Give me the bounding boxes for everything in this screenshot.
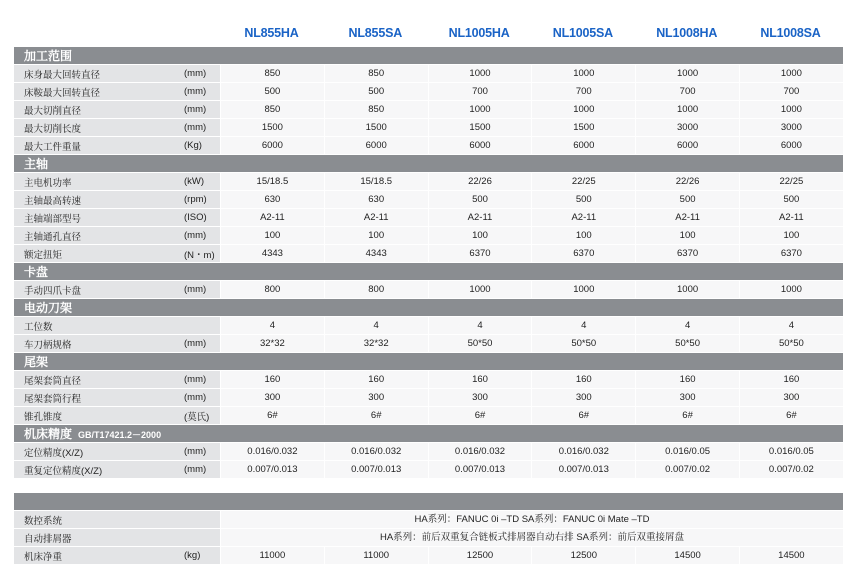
- row-unit: (莫氏): [184, 411, 210, 423]
- row-name: 额定扭矩: [24, 249, 63, 261]
- row-name: 机床净重: [24, 551, 63, 563]
- row-unit: (mm): [184, 284, 207, 295]
- spec-row: [14, 64, 843, 82]
- row-unit: (mm): [184, 68, 207, 79]
- spec-value: 6000: [739, 137, 843, 154]
- row-name: 锥孔锥度: [24, 411, 63, 423]
- spec-value: 160: [531, 371, 635, 388]
- spec-value: 1000: [635, 65, 739, 82]
- spec-value: 0.007/0.013: [220, 461, 324, 478]
- spec-value: 100: [739, 227, 843, 244]
- row-unit: (mm): [184, 392, 207, 403]
- section-header: [14, 154, 843, 172]
- spec-value: 700: [739, 83, 843, 100]
- spec-value: 300: [635, 389, 739, 406]
- spec-value: 1000: [428, 65, 532, 82]
- spec-value: 50*50: [635, 335, 739, 352]
- spec-value: 800: [324, 281, 428, 298]
- section-title: 卡盘: [24, 265, 49, 279]
- spec-row: [14, 280, 843, 298]
- spec-value: 6#: [635, 407, 739, 424]
- spec-value: 1000: [739, 101, 843, 118]
- row-label: [14, 83, 220, 100]
- row-name: 数控系统: [24, 515, 63, 527]
- model-name: NL1005SA: [552, 26, 614, 40]
- spec-value: 500: [220, 83, 324, 100]
- spec-value: 100: [635, 227, 739, 244]
- spec-value: 50*50: [428, 335, 532, 352]
- row-name: 重复定位精度(X/Z): [24, 465, 103, 477]
- spec-value: 100: [220, 227, 324, 244]
- row-label: [14, 227, 220, 244]
- row-unit: (mm): [184, 446, 207, 457]
- spec-value: 1500: [428, 119, 532, 136]
- spec-value: 12500: [428, 547, 532, 564]
- row-unit: (mm): [184, 338, 207, 349]
- spec-value: 4: [324, 317, 428, 334]
- spec-value: 700: [635, 83, 739, 100]
- spec-value: 4: [428, 317, 532, 334]
- row-label: [14, 511, 220, 528]
- spec-value: 6000: [531, 137, 635, 154]
- spec-value: 160: [220, 371, 324, 388]
- spec-value: 32*32: [220, 335, 324, 352]
- spec-value: 500: [428, 191, 532, 208]
- spec-value: 1000: [635, 101, 739, 118]
- row-name: 主轴通孔直径: [24, 231, 82, 243]
- section-divider: [14, 492, 843, 510]
- spec-value: 1000: [635, 281, 739, 298]
- row-label: [14, 389, 220, 406]
- section-header: [14, 424, 843, 442]
- spec-row: [14, 172, 843, 190]
- spec-value: 6000: [428, 137, 532, 154]
- spec-value: 14500: [635, 547, 739, 564]
- spec-value: 22/26: [635, 173, 739, 190]
- spec-value: 11000: [324, 547, 428, 564]
- spec-value: 700: [531, 83, 635, 100]
- spec-value: 3000: [739, 119, 843, 136]
- spec-value: 12500: [531, 547, 635, 564]
- spec-value: 160: [428, 371, 532, 388]
- spec-value: 300: [739, 389, 843, 406]
- spec-value: 1500: [531, 119, 635, 136]
- spec-value: 1000: [531, 65, 635, 82]
- spec-value: 4343: [324, 245, 428, 262]
- spec-value: 15/18.5: [220, 173, 324, 190]
- row-name: 主轴端部型号: [24, 213, 82, 225]
- section-header: [14, 298, 843, 316]
- spec-value: 6#: [220, 407, 324, 424]
- spec-row: [14, 226, 843, 244]
- row-label: [14, 281, 220, 298]
- row-label: [14, 443, 220, 460]
- spec-row: [14, 118, 843, 136]
- spec-value: 0.016/0.032: [428, 443, 532, 460]
- spec-value: 300: [220, 389, 324, 406]
- spec-value: 4: [531, 317, 635, 334]
- spec-value: 850: [324, 101, 428, 118]
- spec-value: 630: [324, 191, 428, 208]
- spanned-value: HA系列：前后双重复合链板式排屑器自动右排 SA系列：前后双重接屑盘: [220, 529, 843, 546]
- row-unit: (kW): [184, 176, 205, 187]
- row-unit: (rpm): [184, 194, 207, 205]
- row-label: [14, 101, 220, 118]
- spec-value: 6#: [531, 407, 635, 424]
- spec-value: A2-11: [635, 209, 739, 226]
- spec-value: 1500: [220, 119, 324, 136]
- spec-value: 160: [324, 371, 428, 388]
- row-name: 工位数: [24, 321, 53, 333]
- spec-value: 6370: [428, 245, 532, 262]
- row-unit: (mm): [184, 86, 207, 97]
- spec-value: 500: [324, 83, 428, 100]
- row-name: 床鞍最大回转直径: [24, 87, 101, 99]
- section-title: 加工范围: [24, 49, 73, 63]
- spec-value: A2-11: [739, 209, 843, 226]
- row-name: 定位精度(X/Z): [24, 447, 84, 459]
- spec-value: 1500: [324, 119, 428, 136]
- spec-value: 1000: [739, 281, 843, 298]
- spec-value: 4343: [220, 245, 324, 262]
- spec-value: 850: [324, 65, 428, 82]
- section-header: [14, 352, 843, 370]
- spec-row: [14, 136, 843, 154]
- spec-value: A2-11: [324, 209, 428, 226]
- row-name: 最大工件重量: [24, 141, 82, 153]
- spec-value: 4: [635, 317, 739, 334]
- spec-value: 6370: [635, 245, 739, 262]
- table-spacer: [14, 478, 843, 492]
- row-name: 尾架套筒直径: [24, 375, 82, 387]
- model-name: NL855HA: [244, 26, 299, 40]
- row-unit: (mm): [184, 374, 207, 385]
- spec-value: 50*50: [531, 335, 635, 352]
- spec-value: 6000: [635, 137, 739, 154]
- spec-value: 4: [739, 317, 843, 334]
- spec-value: 15/18.5: [324, 173, 428, 190]
- spec-value: 800: [220, 281, 324, 298]
- row-unit: (N・m): [184, 249, 215, 261]
- spec-value: 1000: [428, 281, 532, 298]
- spec-row: [14, 208, 843, 226]
- row-name: 主轴最高转速: [24, 195, 82, 207]
- spec-row: [14, 406, 843, 424]
- section-header: [14, 46, 843, 64]
- row-label: [14, 245, 220, 262]
- spanned-value: HA系列：FANUC 0i –TD SA系列：FANUC 0i Mate –TD: [220, 511, 843, 528]
- row-name: 自动排屑器: [24, 533, 72, 545]
- spec-value: 100: [531, 227, 635, 244]
- spec-value: 100: [324, 227, 428, 244]
- section-title: 主轴: [24, 157, 49, 171]
- spec-row-weight: [14, 546, 843, 564]
- spec-value: 6370: [739, 245, 843, 262]
- model-name: NL1008HA: [656, 26, 718, 40]
- spec-value: 11000: [220, 547, 324, 564]
- row-name: 最大切削直径: [24, 105, 82, 117]
- spec-value: 22/26: [428, 173, 532, 190]
- spec-value: 0.007/0.013: [428, 461, 532, 478]
- spec-value: 14500: [739, 547, 843, 564]
- spec-row-spanned: [14, 510, 843, 528]
- section-title: 电动刀架: [24, 301, 73, 315]
- row-label: [14, 119, 220, 136]
- spec-row: [14, 100, 843, 118]
- row-label: [14, 461, 220, 478]
- spec-value: 500: [635, 191, 739, 208]
- row-unit: (mm): [184, 230, 207, 241]
- spec-value: 6000: [220, 137, 324, 154]
- spec-value: 6000: [324, 137, 428, 154]
- model-header-row: [14, 22, 843, 46]
- spec-value: 6#: [739, 407, 843, 424]
- row-label: [14, 407, 220, 424]
- spec-value: 22/25: [531, 173, 635, 190]
- spec-value: 22/25: [739, 173, 843, 190]
- spec-value: 160: [739, 371, 843, 388]
- row-name: 床身最大回转直径: [24, 69, 101, 81]
- row-label: [14, 371, 220, 388]
- spec-row: [14, 316, 843, 334]
- row-label: [14, 209, 220, 226]
- row-label: [14, 529, 220, 546]
- spec-value: 50*50: [739, 335, 843, 352]
- spec-table: [14, 22, 843, 564]
- spec-row: [14, 460, 843, 478]
- row-label: [14, 191, 220, 208]
- spec-value: 160: [635, 371, 739, 388]
- spec-value: 0.016/0.032: [324, 443, 428, 460]
- spec-value: 850: [220, 101, 324, 118]
- spec-row-spanned: [14, 528, 843, 546]
- spec-value: 1000: [428, 101, 532, 118]
- spec-value: 6#: [324, 407, 428, 424]
- row-name: 手动四爪卡盘: [24, 285, 82, 297]
- model-name: NL1008SA: [760, 26, 821, 40]
- spec-value: 0.016/0.05: [739, 443, 843, 460]
- spec-value: A2-11: [220, 209, 324, 226]
- row-unit: (mm): [184, 104, 207, 115]
- spec-value: 6#: [428, 407, 532, 424]
- row-label: [14, 173, 220, 190]
- spec-row: [14, 82, 843, 100]
- row-unit: (ISO): [184, 212, 207, 223]
- row-label: [14, 335, 220, 352]
- spec-value: 300: [428, 389, 532, 406]
- spec-value: 32*32: [324, 335, 428, 352]
- spec-row: [14, 388, 843, 406]
- row-unit: (mm): [184, 122, 207, 133]
- section-title: 尾架: [24, 355, 49, 369]
- spec-row: [14, 190, 843, 208]
- spec-value: 630: [220, 191, 324, 208]
- spec-value: 1000: [531, 281, 635, 298]
- row-name: 最大切削长度: [24, 123, 82, 135]
- spec-value: 0.016/0.032: [220, 443, 324, 460]
- row-name: 主电机功率: [24, 177, 72, 189]
- row-label: [14, 137, 220, 154]
- spec-value: 0.007/0.02: [739, 461, 843, 478]
- spec-value: 4: [220, 317, 324, 334]
- model-name: NL1005HA: [448, 26, 510, 40]
- spec-value: 300: [531, 389, 635, 406]
- spec-value: 700: [428, 83, 532, 100]
- spec-row: [14, 442, 843, 460]
- spec-value: 100: [428, 227, 532, 244]
- row-unit: (mm): [184, 464, 207, 475]
- row-label: [14, 65, 220, 82]
- row-name: 车刀柄规格: [24, 339, 72, 351]
- spec-value: 0.007/0.013: [531, 461, 635, 478]
- spec-value: A2-11: [531, 209, 635, 226]
- spec-value: 3000: [635, 119, 739, 136]
- spec-value: 6370: [531, 245, 635, 262]
- spec-value: 0.007/0.013: [324, 461, 428, 478]
- spec-row: [14, 370, 843, 388]
- section-title: 机床精度: [24, 427, 73, 441]
- spec-value: 0.007/0.02: [635, 461, 739, 478]
- spec-value: 300: [324, 389, 428, 406]
- section-header: [14, 262, 843, 280]
- spec-value: 850: [220, 65, 324, 82]
- spec-value: 0.016/0.05: [635, 443, 739, 460]
- spec-value: 1000: [531, 101, 635, 118]
- row-unit: (kg): [184, 550, 201, 561]
- spec-value: 500: [531, 191, 635, 208]
- row-unit: (Kg): [184, 140, 202, 151]
- row-label: [14, 547, 220, 564]
- row-label: [14, 317, 220, 334]
- spec-value: A2-11: [428, 209, 532, 226]
- spec-value: 0.016/0.032: [531, 443, 635, 460]
- spec-value: 1000: [739, 65, 843, 82]
- model-name: NL855SA: [348, 26, 403, 40]
- spec-row: [14, 334, 843, 352]
- row-name: 尾架套筒行程: [24, 393, 82, 405]
- spec-row: [14, 244, 843, 262]
- section-note: GB/T17421.2－2000: [78, 430, 162, 440]
- spec-value: 500: [739, 191, 843, 208]
